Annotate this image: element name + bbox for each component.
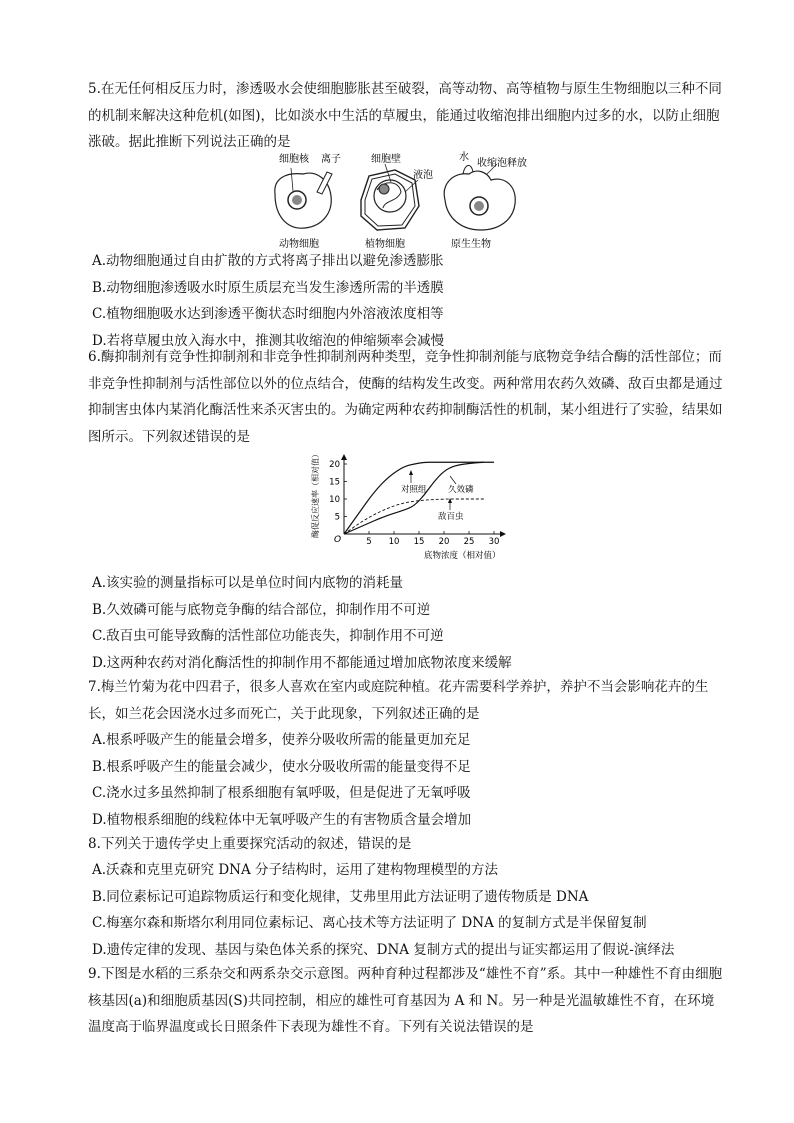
option-7d: D.植物根系细胞的线粒体中无氧呼吸产生的有害物质含量会增加: [92, 811, 472, 828]
label-nucleus: 细胞核: [279, 154, 309, 165]
x-tick-label: 30: [488, 537, 500, 547]
legend-trichlorfon: 敌百虫: [438, 512, 464, 522]
x-tick-label: 20: [438, 537, 450, 547]
option-6d: D.这两种农药对消化酶活性的抑制作用不都能通过增加底物浓度来缓解: [92, 654, 512, 671]
series-line-0: [344, 462, 494, 534]
label-cell-wall: 细胞壁: [371, 154, 401, 165]
caption-animal: 动物细胞: [279, 239, 319, 250]
y-tick-label: 20: [329, 460, 340, 470]
x-tick-label: 25: [463, 537, 475, 547]
origin-label: O: [334, 535, 342, 545]
enzyme-chart: [304, 452, 514, 564]
option-5b: B.动物细胞渗透吸水时原生质层充当发生渗透所需的半透膜: [92, 279, 444, 296]
cell-figure: [265, 150, 545, 252]
caption-protist: 原生生物: [451, 239, 491, 250]
label-water: 水: [459, 152, 469, 163]
question-5-stem: 5.在无任何相反压力时，渗透吸水会使细胞膨胀甚至破裂，高等动物、高等植物与原生生物细胞以三种不同的机制来解决这种危机(如图)，比如淡水中生活的草履虫，能通过收缩泡排出细胞内过多的水，以防止细胞涨破。据此推断下列说法正确的是: [88, 81, 722, 150]
option-6c: C.敌百虫可能导致酶的活性部位功能丧失，抑制作用不可逆: [92, 628, 444, 644]
option-8a: A.沃森和克里克研究 DNA 分子结构时，运用了建构物理模型的方法: [92, 862, 499, 878]
question-7-options: [92, 727, 712, 833]
enzyme-chart-svg: [304, 452, 514, 564]
option-8c: C.梅塞尔森和斯塔尔利用同位素标记、离心技术等方法证明了 DNA 的复制方式是半保留复制: [92, 915, 647, 931]
caption-plant: 植物细胞: [365, 239, 405, 250]
legend-control: 对照组: [401, 485, 427, 495]
option-6a: A.该实验的测量指标可以是单位时间内底物的消耗量: [92, 575, 404, 591]
question-6: [88, 344, 724, 450]
cell-diagram: [265, 150, 545, 252]
option-7a: A.根系呼吸产生的能量会增多，使养分吸收所需的能量更加充足: [92, 732, 471, 748]
label-vacuole: 液泡: [413, 170, 433, 181]
label-ion: 离子: [321, 154, 341, 165]
y-tick-label: 10: [329, 495, 340, 505]
question-5-options: [92, 248, 712, 354]
x-axis-label: 底物浓度（相对值）: [424, 551, 501, 561]
option-8b: B.同位素标记可追踪物质运行和变化规律，艾弗里用此方法证明了遗传物质是 DNA: [92, 888, 589, 905]
y-tick-label: 5: [334, 512, 340, 523]
question-7: [88, 674, 724, 727]
label-contractile-release: 收缩泡释放: [477, 158, 527, 169]
y-tick-label: 15: [329, 477, 340, 488]
x-tick-label: 15: [413, 537, 425, 547]
option-7c: C.浇水过多虽然抑制了根系细胞有氧呼吸，但是促进了无氧呼吸: [92, 785, 471, 801]
y-axis-label: 酶促反应速率（相对值）: [311, 452, 320, 538]
option-5a: A.动物细胞通过自由扩散的方式将离子排出以避免渗透膨胀: [92, 253, 444, 269]
question-5: [88, 76, 724, 156]
question-9: [88, 961, 724, 1041]
question-8: [88, 831, 724, 858]
option-6b: B.久效磷可能与底物竞争酶的结合部位，抑制作用不可逆: [92, 601, 431, 618]
question-9-stem: 9.下图是水稻的三系杂交和两系杂交示意图。两种育种过程都涉及“雄性不育”系。其中一种雄性不育由细胞核基因(a)和细胞质基因(S)共同控制，相应的雄性可育基因为 A 和 N。另一种是光温敏雄性不育，在环境温度高于临界温度或长日照条件下表现为雄性不育。下列有关说法错误的是: [88, 966, 723, 1035]
question-8-options: [92, 857, 712, 963]
option-5c: C.植物细胞吸水达到渗透平衡状态时细胞内外溶液浓度相等: [92, 306, 444, 322]
x-tick-label: 5: [366, 537, 372, 547]
series-line-1: [344, 462, 484, 534]
question-7-stem: 7.梅兰竹菊为花中四君子，很多人喜欢在室内或庭院种植。花卉需要科学养护，养护不当会影响花卉的生长，如兰花会因浇水过多而死亡，关于此现象，下列叙述正确的是: [88, 679, 709, 722]
option-7b: B.根系呼吸产生的能量会减少，使水分吸收所需的能量变得不足: [92, 758, 471, 775]
question-6-options: [92, 570, 712, 676]
option-8d: D.遗传定律的发现、基因与染色体关系的探究、DNA 复制方式的提出与证实都运用了假说-演绎法: [92, 941, 675, 958]
question-8-stem: 8.下列关于遗传学史上重要探究活动的叙述，错误的是: [88, 836, 412, 852]
x-tick-label: 10: [388, 537, 400, 547]
question-6-stem: 6.酶抑制剂有竞争性抑制剂和非竞争性抑制剂两种类型，竞争性抑制剂能与底物竞争结合酶的活性部位；而非竞争性抑制剂与活性部位以外的位点结合，使酶的结构发生改变。两种常用农药久效磷、敌百虫都是通过抑制害虫体内某消化酶活性来杀灭害虫的。为确定两种农药抑制酶活性的机制，某小组进行了实验，结果如图所示。下列叙述错误的是: [88, 349, 723, 445]
legend-parathion: 久效磷: [448, 485, 474, 495]
option-5d: D.若将草履虫放入海水中，推测其收缩泡的伸缩频率会减慢: [92, 332, 445, 349]
